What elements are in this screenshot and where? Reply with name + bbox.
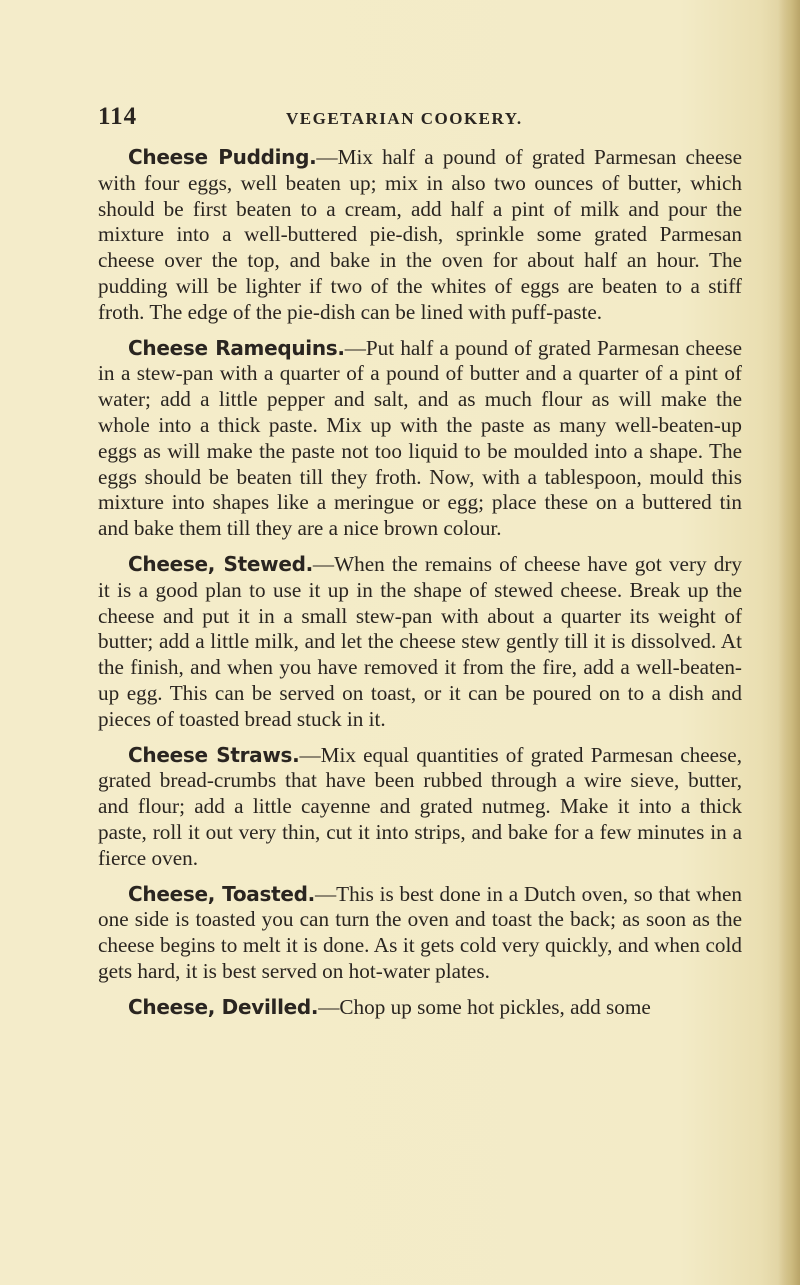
recipe-text: —This is best done in a Dutch oven, so that when one side is toasted you can turn the oven and toast the back; as soon as the cheese begins to melt it is done. As it gets cold very quickly, and when cold gets hard, it is best served on hot-water plates.	[98, 881, 742, 983]
recipe-entry-cheese-straws	[98, 743, 742, 872]
page-number: 114	[98, 103, 138, 130]
recipe-text: —Mix equal quantities of grated Parmesan cheese, grated bread-crumbs that have been rubbed through a wire sieve, butter, and flour; add a little cayenne and grated nutmeg. Make it into a thick paste, roll it out very thin, cut it into strips, and bake for a few minutes in a fierce oven.	[98, 742, 742, 870]
running-title: VEGETARIAN COOKERY.	[286, 109, 523, 128]
recipe-text: —Chop up some hot pickles, add some	[318, 994, 651, 1019]
recipe-text: —Mix half a pound of grated Parmesan cheese with four eggs, well beaten up; mix in also two ounces of butter, which should be first beaten to a cream, add half a pint of milk and pour the mixture into a well-buttered pie-dish, sprinkle some grated Parmesan cheese over the top, and bake in the oven for about half an hour. The pudding will be lighter if two of the whites of eggs are beaten to a stiff froth. The edge of the pie-dish can be lined with puff-paste.	[98, 145, 743, 324]
recipe-title: Cheese, Devilled.	[128, 994, 319, 1019]
recipe-title: Cheese Ramequins.	[128, 335, 345, 360]
recipe-title: Cheese Straws.	[128, 742, 300, 767]
page-header	[98, 103, 740, 133]
recipe-entry-cheese-pudding	[98, 145, 742, 326]
page-content	[98, 145, 742, 1031]
recipe-title: Cheese, Stewed.	[128, 551, 313, 576]
recipe-entry-cheese-ramequins	[98, 336, 742, 542]
recipe-text: —Put half a pound of grated Parmesan cheese in a stew-pan with a quarter of a pound of butter and a quarter of a pint of water; add a little pepper and salt, and as much flour as will make the whole into a thick paste. Mix up with the paste as many well-beaten-up eggs as will make the paste not too liquid to be moulded into a shape. The eggs should be beaten till they froth. Now, with a tablespoon, mould this mixture into shapes like a meringue or egg; place these on a buttered tin and bake them till they are a nice brown colour.	[98, 335, 743, 541]
recipe-entry-cheese-devilled	[98, 995, 742, 1021]
recipe-text: —When the remains of cheese have got very dry it is a good plan to use it up in the shape of stewed cheese. Break up the cheese and put it in a small stew-pan with about a quarter its weight of butter; add a little milk, and let the cheese stew gently till it is dissolved. At the finish, and when you have removed it from the fire, add a well-beaten-up egg. This can be served on toast, or it can be poured on to a dish and pieces of toasted bread stuck in it.	[98, 551, 742, 731]
recipe-entry-cheese-toasted	[98, 882, 742, 985]
recipe-title: Cheese, Toasted.	[128, 881, 315, 906]
page-edge-shadow	[778, 0, 800, 1285]
recipe-entry-cheese-stewed	[98, 552, 742, 733]
recipe-title: Cheese Pudding.	[128, 145, 317, 169]
